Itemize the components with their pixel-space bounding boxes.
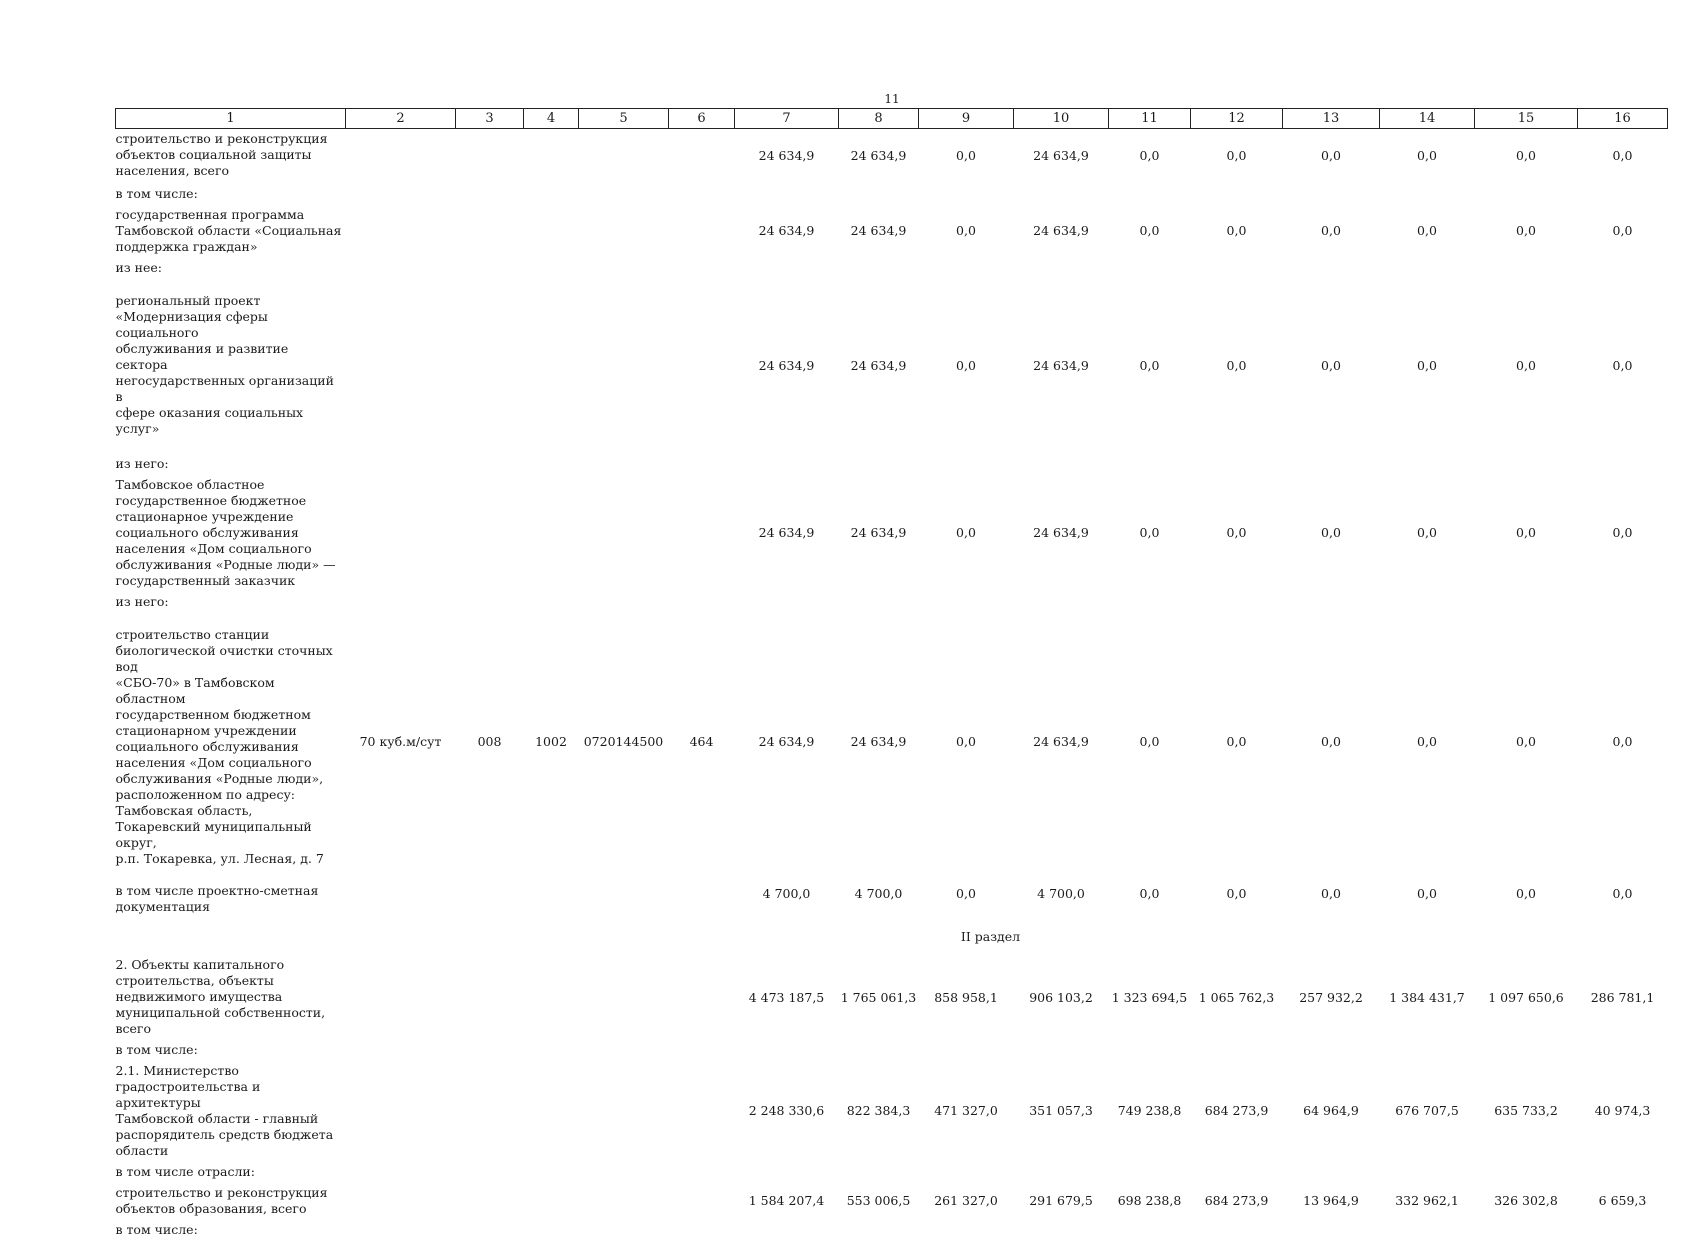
table-row [116,279,1668,453]
column-header-7: 7 [735,109,839,129]
value-cell-col-15: 0,0 [1475,871,1578,917]
value-cell-col-15: 0,0 [1475,279,1578,453]
value-cell-col-8: 1 765 061,3 [839,957,919,1039]
cell-c2 [346,1061,456,1161]
value-cell-col-10: 4 700,0 [1014,871,1109,917]
table-row [116,129,1668,184]
cell-c2 [346,957,456,1039]
cell-c4 [524,279,579,453]
subheading-label: в том числе: [116,1039,346,1061]
value-cell-col-16: 0,0 [1578,613,1668,871]
value-cell-col-11: 1 323 694,5 [1109,957,1191,1039]
empty-cells [346,1219,1668,1241]
value-cell-col-15: 0,0 [1475,613,1578,871]
value-cell-col-13: 13 964,9 [1283,1183,1380,1219]
value-cell-col-10: 24 634,9 [1014,129,1109,184]
value-cell-col-11: 749 238,8 [1109,1061,1191,1161]
column-header-15: 15 [1475,109,1578,129]
cell-c4: 1002 [524,613,579,871]
row-description-text: строительство и реконструкция объектов образования, всего [116,1185,344,1217]
value-cell-col-7: 24 634,9 [735,205,839,257]
subheading-label: в том числе: [116,183,346,205]
cell-c6 [669,1061,735,1161]
value-cell-col-16: 0,0 [1578,871,1668,917]
value-cell-col-13: 0,0 [1283,205,1380,257]
value-cell-col-13: 0,0 [1283,475,1380,591]
cell-c2: 70 куб.м/сут [346,613,456,871]
value-cell-col-11: 0,0 [1109,205,1191,257]
value-cell-col-9: 0,0 [919,475,1014,591]
table-row [116,613,1668,871]
cell-c5 [579,475,669,591]
column-header-4: 4 [524,109,579,129]
subheading-label: из него: [116,591,346,613]
budget-table [115,108,1668,1241]
column-header-12: 12 [1191,109,1283,129]
value-cell-col-9: 858 958,1 [919,957,1014,1039]
cell-c6 [669,1183,735,1219]
value-cell-col-7: 2 248 330,6 [735,1061,839,1161]
value-cell-col-8: 24 634,9 [839,613,919,871]
row-description-text: 2. Объекты капитального строительства, объекты недвижимого имущества муниципальной собственности, всего [116,957,344,1037]
row-description-text: строительство станции биологической очистки сточных вод «СБО-70» в Тамбовском областном государственном бюджетном стационарном учреждении социального обслуживания населения «Дом социального обслуживания «Родные люди», расположенном по адресу: Тамбовская область, Токаревский муниципальный округ, р.п. Токаревка, ул. Лесная, д. 7 [116,627,344,867]
value-cell-col-12: 1 065 762,3 [1191,957,1283,1039]
subheading-row [116,1219,1668,1241]
row-description-text: строительство и реконструкция объектов социальной защиты населения, всего [116,131,344,179]
value-cell-col-11: 0,0 [1109,129,1191,184]
value-cell-col-14: 332 962,1 [1380,1183,1475,1219]
value-cell-col-12: 0,0 [1191,279,1283,453]
row-description-text: 2.1. Министерство градостроительства и архитектуры Тамбовской области - главный распорядитель средств бюджета области [116,1063,344,1159]
cell-c2 [346,1183,456,1219]
empty-cells [346,591,1668,613]
value-cell-col-12: 0,0 [1191,129,1283,184]
subheading-row [116,257,1668,279]
cell-c4 [524,957,579,1039]
subheading-label: из него: [116,453,346,475]
value-cell-col-8: 822 384,3 [839,1061,919,1161]
value-cell-col-16: 0,0 [1578,279,1668,453]
row-description [116,957,346,1039]
table-body [116,129,1668,1241]
row-description-text: Тамбовское областное государственное бюджетное стационарное учреждение социального обслуживания населения «Дом социального обслуживания «Родные люди» — государственный заказчик [116,477,344,589]
value-cell-col-11: 0,0 [1109,613,1191,871]
value-cell-col-16: 0,0 [1578,205,1668,257]
value-cell-col-10: 24 634,9 [1014,475,1109,591]
cell-c3 [456,1061,524,1161]
value-cell-col-15: 1 097 650,6 [1475,957,1578,1039]
cell-c5 [579,1061,669,1161]
row-description [116,475,346,591]
value-cell-col-15: 635 733,2 [1475,1061,1578,1161]
value-cell-col-9: 0,0 [919,871,1014,917]
row-description [116,129,346,184]
column-header-9: 9 [919,109,1014,129]
table-row [116,871,1668,917]
subheading-row [116,591,1668,613]
cell-c5 [579,205,669,257]
value-cell-col-9: 0,0 [919,279,1014,453]
column-header-3: 3 [456,109,524,129]
value-cell-col-12: 0,0 [1191,205,1283,257]
table-row [116,957,1668,1039]
value-cell-col-11: 0,0 [1109,279,1191,453]
value-cell-col-16: 40 974,3 [1578,1061,1668,1161]
cell-c4 [524,1183,579,1219]
subheading-row [116,183,1668,205]
cell-c5: 0720144500 [579,613,669,871]
value-cell-col-14: 0,0 [1380,613,1475,871]
row-description-text: региональный проект «Модернизация сферы социального обслуживания и развитие сектора негосударственных организаций в сфере оказания социальных услуг» [116,293,344,437]
column-header-11: 11 [1109,109,1191,129]
cell-c4 [524,129,579,184]
row-description [116,205,346,257]
cell-c2 [346,475,456,591]
value-cell-col-8: 24 634,9 [839,129,919,184]
value-cell-col-7: 4 473 187,5 [735,957,839,1039]
value-cell-col-12: 684 273,9 [1191,1061,1283,1161]
value-cell-col-14: 0,0 [1380,871,1475,917]
value-cell-col-8: 4 700,0 [839,871,919,917]
value-cell-col-7: 24 634,9 [735,129,839,184]
table-row [116,475,1668,591]
value-cell-col-8: 24 634,9 [839,205,919,257]
column-header-10: 10 [1014,109,1109,129]
row-description-text: в том числе проектно-сметная документация [116,883,344,915]
cell-c6 [669,129,735,184]
cell-c5 [579,957,669,1039]
value-cell-col-14: 0,0 [1380,475,1475,591]
row-description [116,613,346,871]
cell-c6 [669,957,735,1039]
row-description-text: государственная программа Тамбовской области «Социальная поддержка граждан» [116,207,344,255]
empty-cells [346,257,1668,279]
subheading-label: в том числе отрасли: [116,1161,346,1183]
table-row [116,1061,1668,1161]
value-cell-col-16: 0,0 [1578,475,1668,591]
column-header-8: 8 [839,109,919,129]
column-header-1: 1 [116,109,346,129]
cell-c3 [456,1183,524,1219]
value-cell-col-14: 676 707,5 [1380,1061,1475,1161]
cell-c5 [579,129,669,184]
cell-c5 [579,1183,669,1219]
section-title: II раздел [116,917,1668,957]
column-header-14: 14 [1380,109,1475,129]
value-cell-col-9: 0,0 [919,205,1014,257]
cell-c2 [346,205,456,257]
value-cell-col-8: 24 634,9 [839,279,919,453]
table-row [116,1183,1668,1219]
cell-c5 [579,279,669,453]
value-cell-col-14: 0,0 [1380,279,1475,453]
value-cell-col-11: 698 238,8 [1109,1183,1191,1219]
subheading-label: в том числе: [116,1219,346,1241]
value-cell-col-10: 24 634,9 [1014,279,1109,453]
table-row [116,205,1668,257]
value-cell-col-14: 1 384 431,7 [1380,957,1475,1039]
value-cell-col-7: 24 634,9 [735,475,839,591]
cell-c4 [524,205,579,257]
column-header-2: 2 [346,109,456,129]
value-cell-col-14: 0,0 [1380,205,1475,257]
value-cell-col-13: 0,0 [1283,613,1380,871]
empty-cells [346,183,1668,205]
subheading-row [116,453,1668,475]
subheading-row [116,1039,1668,1061]
cell-c6: 464 [669,613,735,871]
cell-c3 [456,871,524,917]
cell-c3 [456,205,524,257]
value-cell-col-14: 0,0 [1380,129,1475,184]
empty-cells [346,453,1668,475]
value-cell-col-16: 6 659,3 [1578,1183,1668,1219]
value-cell-col-12: 0,0 [1191,613,1283,871]
row-description [116,1061,346,1161]
empty-cells [346,1039,1668,1061]
row-description [116,871,346,917]
value-cell-col-15: 326 302,8 [1475,1183,1578,1219]
cell-c4 [524,1061,579,1161]
value-cell-col-10: 906 103,2 [1014,957,1109,1039]
cell-c5 [579,871,669,917]
value-cell-col-7: 24 634,9 [735,279,839,453]
value-cell-col-9: 261 327,0 [919,1183,1014,1219]
cell-c6 [669,871,735,917]
value-cell-col-16: 0,0 [1578,129,1668,184]
value-cell-col-7: 24 634,9 [735,613,839,871]
value-cell-col-9: 471 327,0 [919,1061,1014,1161]
cell-c6 [669,475,735,591]
value-cell-col-7: 1 584 207,4 [735,1183,839,1219]
value-cell-col-13: 0,0 [1283,279,1380,453]
subheading-row [116,1161,1668,1183]
value-cell-col-13: 64 964,9 [1283,1061,1380,1161]
value-cell-col-12: 0,0 [1191,871,1283,917]
page-number: 11 [880,92,904,106]
value-cell-col-10: 24 634,9 [1014,205,1109,257]
column-header-6: 6 [669,109,735,129]
cell-c2 [346,871,456,917]
value-cell-col-13: 257 932,2 [1283,957,1380,1039]
empty-cells [346,1161,1668,1183]
value-cell-col-7: 4 700,0 [735,871,839,917]
cell-c6 [669,205,735,257]
value-cell-col-8: 24 634,9 [839,475,919,591]
value-cell-col-9: 0,0 [919,613,1014,871]
value-cell-col-12: 684 273,9 [1191,1183,1283,1219]
cell-c4 [524,871,579,917]
value-cell-col-11: 0,0 [1109,871,1191,917]
value-cell-col-15: 0,0 [1475,475,1578,591]
cell-c2 [346,279,456,453]
value-cell-col-9: 0,0 [919,129,1014,184]
value-cell-col-15: 0,0 [1475,129,1578,184]
cell-c3 [456,957,524,1039]
cell-c3 [456,279,524,453]
value-cell-col-10: 291 679,5 [1014,1183,1109,1219]
section-row [116,917,1668,957]
cell-c4 [524,475,579,591]
cell-c2 [346,129,456,184]
value-cell-col-16: 286 781,1 [1578,957,1668,1039]
column-number-header [116,109,1668,129]
cell-c6 [669,279,735,453]
cell-c3 [456,129,524,184]
value-cell-col-11: 0,0 [1109,475,1191,591]
row-description [116,1183,346,1219]
cell-c3: 008 [456,613,524,871]
value-cell-col-13: 0,0 [1283,871,1380,917]
column-header-13: 13 [1283,109,1380,129]
row-description [116,279,346,453]
cell-c3 [456,475,524,591]
value-cell-col-10: 351 057,3 [1014,1061,1109,1161]
value-cell-col-12: 0,0 [1191,475,1283,591]
value-cell-col-13: 0,0 [1283,129,1380,184]
value-cell-col-15: 0,0 [1475,205,1578,257]
column-header-16: 16 [1578,109,1668,129]
budget-table-container [115,108,1667,1241]
column-header-5: 5 [579,109,669,129]
value-cell-col-10: 24 634,9 [1014,613,1109,871]
subheading-label: из нее: [116,257,346,279]
value-cell-col-8: 553 006,5 [839,1183,919,1219]
